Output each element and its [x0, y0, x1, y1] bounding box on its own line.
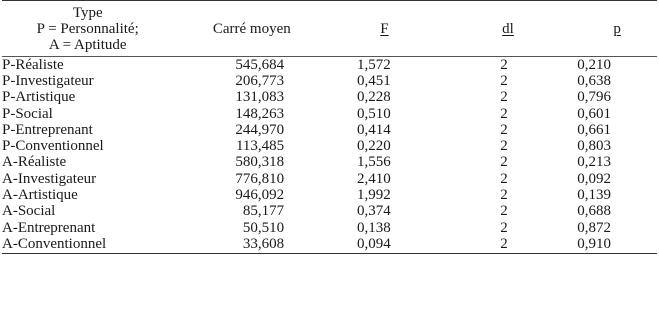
table-row — [2, 204, 657, 220]
row-f: 0,094 — [356, 235, 391, 252]
row-label: P-Social — [2, 105, 53, 122]
table-row — [2, 73, 657, 89]
table-row — [2, 187, 657, 203]
row-dl: 2 — [500, 154, 508, 171]
anova-table — [2, 0, 657, 254]
row-p: 0,139 — [577, 187, 611, 204]
row-f: 1,992 — [356, 187, 391, 204]
anova-table-container — [2, 0, 657, 254]
row-label: P-Artistique — [2, 89, 76, 106]
row-label: A-Conventionnel — [2, 235, 107, 252]
header-p — [577, 1, 657, 57]
row-p: 0,661 — [577, 121, 611, 138]
header-row — [2, 1, 657, 57]
row-p: 0,213 — [577, 154, 611, 171]
table-row — [2, 90, 657, 106]
table-row — [2, 122, 657, 138]
row-mean-square: 131,083 — [235, 89, 285, 106]
row-f: 0,228 — [356, 89, 391, 106]
row-mean-square: 50,510 — [242, 219, 285, 236]
row-p: 0,796 — [577, 89, 611, 106]
row-f: 1,556 — [356, 154, 391, 171]
table-body — [2, 57, 657, 254]
row-mean-square: 244,970 — [235, 121, 285, 138]
header-type-line-1: Type — [72, 5, 103, 21]
row-dl: 2 — [500, 170, 508, 187]
table-row — [2, 171, 657, 187]
table-row — [2, 57, 657, 74]
row-dl: 2 — [500, 235, 508, 252]
row-f: 0,414 — [356, 121, 391, 138]
table-row — [2, 236, 657, 253]
header-mean-square: Carré moyen — [212, 20, 291, 37]
row-dl: 2 — [500, 187, 508, 204]
row-f: 0,510 — [356, 105, 391, 122]
row-dl: 2 — [500, 121, 508, 138]
table-row — [2, 106, 657, 122]
row-p: 0,910 — [577, 235, 611, 252]
row-label: P-Réaliste — [2, 56, 64, 73]
table-row — [2, 155, 657, 171]
row-p: 0,210 — [577, 56, 611, 73]
row-label: A-Artistique — [2, 187, 78, 204]
row-p: 0,601 — [577, 105, 611, 122]
row-f: 0,374 — [356, 203, 391, 220]
header-f — [330, 1, 439, 57]
row-mean-square: 776,810 — [235, 170, 285, 187]
row-mean-square: 545,684 — [235, 56, 285, 73]
header-p-label: p — [613, 20, 621, 37]
row-p: 0,688 — [577, 203, 611, 220]
row-dl: 2 — [500, 89, 508, 106]
row-dl: 2 — [500, 56, 508, 73]
row-mean-square: 113,485 — [235, 138, 285, 155]
header-f-label: F — [380, 20, 389, 37]
row-label: A-Investigateur — [2, 170, 97, 187]
row-f: 1,572 — [356, 56, 391, 73]
row-f: 0,220 — [356, 138, 391, 155]
row-mean-square: 206,773 — [235, 72, 285, 89]
row-p: 0,872 — [577, 219, 611, 236]
row-f: 0,451 — [356, 72, 391, 89]
row-label: P-Investigateur — [2, 72, 94, 89]
row-label: P-Conventionnel — [2, 138, 104, 155]
header-dl — [439, 1, 578, 57]
row-mean-square: 148,263 — [235, 105, 285, 122]
header-type-line-3: A = Aptitude — [48, 37, 127, 53]
row-f: 0,138 — [356, 219, 391, 236]
row-dl: 2 — [500, 219, 508, 236]
row-label: P-Entreprenant — [2, 121, 93, 138]
row-dl: 2 — [500, 138, 508, 155]
row-dl: 2 — [500, 105, 508, 122]
row-mean-square: 946,092 — [235, 187, 285, 204]
row-dl: 2 — [500, 203, 508, 220]
row-p: 0,803 — [577, 138, 611, 155]
row-label: A-Social — [2, 203, 56, 220]
row-p: 0,092 — [577, 170, 611, 187]
header-type-line-2: P = Personnalité; — [36, 21, 139, 37]
table-header — [2, 1, 657, 57]
table-row — [2, 138, 657, 154]
row-label: A-Entreprenant — [2, 219, 96, 236]
row-dl: 2 — [500, 72, 508, 89]
row-f: 2,410 — [356, 170, 391, 187]
row-mean-square: 85,177 — [242, 203, 285, 220]
table-row — [2, 220, 657, 236]
row-mean-square: 580,318 — [235, 154, 285, 171]
row-label: A-Réaliste — [2, 154, 67, 171]
header-dl-label: dl — [502, 20, 514, 37]
row-mean-square: 33,608 — [242, 235, 285, 252]
header-type — [2, 1, 173, 57]
row-p: 0,638 — [577, 72, 611, 89]
